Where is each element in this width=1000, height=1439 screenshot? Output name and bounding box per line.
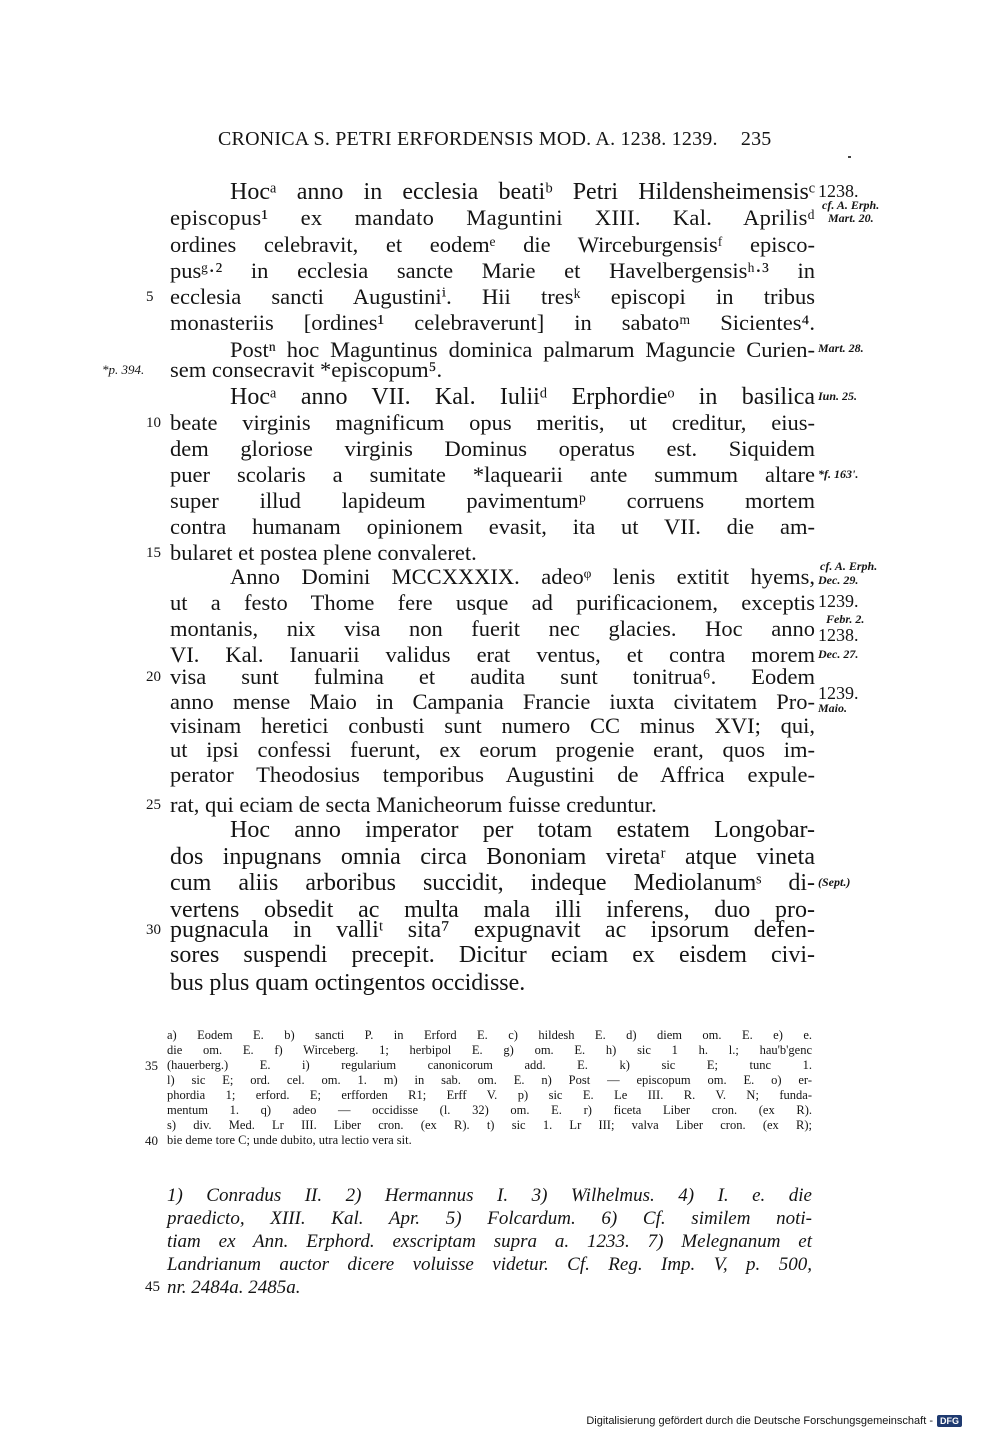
margin-date: Mart. 20.: [828, 211, 874, 225]
text-line: ecclesia sancti Augustiniⁱ. Hii tresᵏ episcopi in tribus: [170, 284, 815, 309]
line-number: 5: [146, 289, 154, 305]
running-header: [218, 128, 818, 151]
text-line: visa sunt fulmina et audita sunt tonitrua⁶. Eodem: [170, 664, 815, 689]
credit-text: Digitalisierung gefördert durch die Deutsche Forschungsgemeinschaft -: [586, 1415, 933, 1427]
line-number: 10: [146, 415, 161, 431]
text-line: sores suspendi precepit. Dicitur eciam ex eisdem civi-: [170, 942, 815, 968]
line-number: 15: [146, 545, 161, 561]
margin-date: Iun. 25.: [818, 389, 858, 403]
margin-year: 1239.: [818, 683, 859, 703]
apparatus-line: a) Eodem E. b) sancti P. in Erford E. c) hildesh E. d) diem om. E. e) e.: [167, 1028, 812, 1042]
text-line: visinam heretici conbusti sunt numero CC minus XVI; qui,: [170, 713, 815, 738]
note-line: nr. 2484a. 2485a.: [167, 1277, 301, 1298]
note-line: Landrianum auctor dicere voluisse videtur. Cf. Reg. Imp. V, p. 500,: [167, 1254, 812, 1275]
apparatus-line-number: 35: [145, 1058, 158, 1073]
text-line: dos inpugnans omnia circa Bononiam viretaʳ atque vineta: [170, 844, 815, 870]
running-title: CRONICA S. PETRI ERFORDENSIS MOD. A. 1238. 1239.: [218, 128, 718, 150]
text-line: rat, qui eciam de secta Manicheorum fuisse creduntur.: [170, 792, 657, 817]
note-line: tiam ex Ann. Erphord. exscriptam supra a. 1233. 7) Melegnanum et: [167, 1231, 812, 1252]
text-line: VI. Kal. Ianuarii validus erat ventus, et contra morem: [170, 642, 815, 667]
text-line: puer scolaris a sumitate *laquearii ante summum altare: [170, 462, 815, 487]
page-reference-marker: *p. 394.: [102, 362, 145, 377]
apparatus-line: mentum 1. q) adeo — occidisse (l. 32) om. E. r) ficeta Liber cron. (ex R).: [167, 1103, 812, 1117]
note-line: praedicto, XIII. Kal. Apr. 5) Folcardum. 6) Cf. similem noti-: [167, 1208, 812, 1229]
margin-folio-ref: *f. 163'.: [818, 467, 859, 481]
text-line: super illud lapideum pavimentumᵖ corruens mortem: [170, 488, 815, 513]
text-line: dem gloriose virginis Dominus operatus est. Siquidem: [170, 436, 815, 461]
text-line: pusᵍ·² in ecclesia sancte Marie et Havelbergensisʰ·³ in: [170, 258, 815, 283]
dfg-logo: DFG: [937, 1415, 962, 1427]
text-line: ut ipsi confessi fuerunt, ex eorum progenie erant, quos im-: [170, 737, 815, 762]
text-line: anno mense Maio in Campania Francie iuxta civitatem Pro-: [170, 689, 815, 714]
text-line: Hoc anno imperator per totam estatem Longobar-: [230, 817, 815, 843]
margin-date: Maio.: [818, 701, 848, 715]
apparatus-line: s) div. Med. Lr III. Liber cron. (ex R). t) sic 1. Lr III; valva Liber cron. (ex R);: [167, 1118, 812, 1132]
apparatus-line: die om. E. f) Wirceberg. 1; herbipol E. g) om. E. h) sic 1 h. l.; hau'b'genc: [167, 1043, 812, 1057]
text-line: beate virginis magnificum opus meritis, ut creditur, eius-: [170, 410, 815, 435]
text-line: bus plus quam octingentos occidisse.: [170, 970, 526, 996]
scan-speck: [848, 156, 851, 158]
margin-cross-ref: cf. A. Erph.: [820, 559, 878, 573]
text-line: perator Theodosius temporibus Augustini de Affrica expule-: [170, 762, 815, 787]
text-line: ut a festo Thome fere usque ad purificacionem, exceptis: [170, 590, 815, 615]
text-line: sem consecravit *episcopum⁵.: [170, 357, 443, 382]
text-line: Hocᵃ anno in ecclesia beatiᵇ Petri Hildensheimensisᶜ: [230, 179, 815, 205]
text-line: Hocᵃ anno VII. Kal. Iuliiᵈ Erphordieᵒ in basilica: [230, 384, 815, 410]
margin-date: Dec. 29.: [818, 573, 859, 587]
text-line: Anno Domini MCCXXXIX. adeoᵠ lenis extitit hyems,: [230, 564, 815, 589]
margin-year: 1239.: [818, 591, 859, 611]
text-line: monasteriis [ordines¹ celebraverunt] in sabatoᵐ Sicientes⁴.: [170, 310, 815, 335]
text-line: cum aliis arboribus succidit, indeque Mediolanumˢ di-: [170, 870, 815, 896]
text-line: episcopus¹ ex mandato Maguntini XIII. Kal. Aprilisᵈ: [170, 205, 815, 230]
text-line: vertens obsedit ac multa mala illi inferens, duo pro-: [170, 897, 815, 923]
margin-date: Mart. 28.: [818, 341, 864, 355]
text-line: pugnacula in valliᵗ sita⁷ expugnavit ac ipsorum defen-: [170, 917, 815, 943]
apparatus-line-number: 40: [145, 1133, 158, 1148]
margin-date: Dec. 27.: [818, 647, 859, 661]
apparatus-line: l) sic E; ord. cel. om. 1. m) in sab. om. E. n) Post — episcopum om. E. o) er-: [167, 1073, 812, 1087]
text-line: ordines celebravit, et eodemᵉ die Wirceburgensisᶠ episco-: [170, 232, 815, 257]
margin-date: (Sept.): [818, 875, 851, 889]
note-line: 1) Conradus II. 2) Hermannus I. 3) Wilhelmus. 4) I. e. die: [167, 1185, 812, 1206]
line-number: 20: [146, 669, 161, 685]
apparatus-line: phordia 1; erford. E; erfforden R1; Erff V. p) sic E. Le III. R. V. N; funda-: [167, 1088, 812, 1102]
margin-year: 1238.: [818, 181, 859, 201]
page-number: 235: [740, 128, 772, 150]
note-line-number: 45: [145, 1279, 160, 1295]
margin-year: 1238.: [818, 625, 859, 645]
digitization-credit: [586, 1415, 962, 1427]
apparatus-line: bie deme tore C; unde dubito, utra lectio vera sit.: [167, 1133, 412, 1147]
margin-cross-ref: cf. A. Erph.: [822, 198, 880, 212]
margin-date: Febr. 2.: [826, 612, 865, 626]
text-line: Postⁿ hoc Maguntinus dominica palmarum Maguncie Curien-: [230, 337, 815, 362]
line-number: 25: [146, 797, 161, 813]
text-line: montanis, nix visa non fuerit nec glacies. Hoc anno: [170, 616, 815, 641]
text-line: bularet et postea plene convaleret.: [170, 540, 477, 565]
apparatus-line: (hauerberg.) E. i) regularium canonicorum add. E. k) sic E; tunc 1.: [167, 1058, 812, 1072]
line-number: 30: [146, 922, 161, 938]
text-line: contra humanam opinionem evasit, ita ut VII. die am-: [170, 514, 815, 539]
